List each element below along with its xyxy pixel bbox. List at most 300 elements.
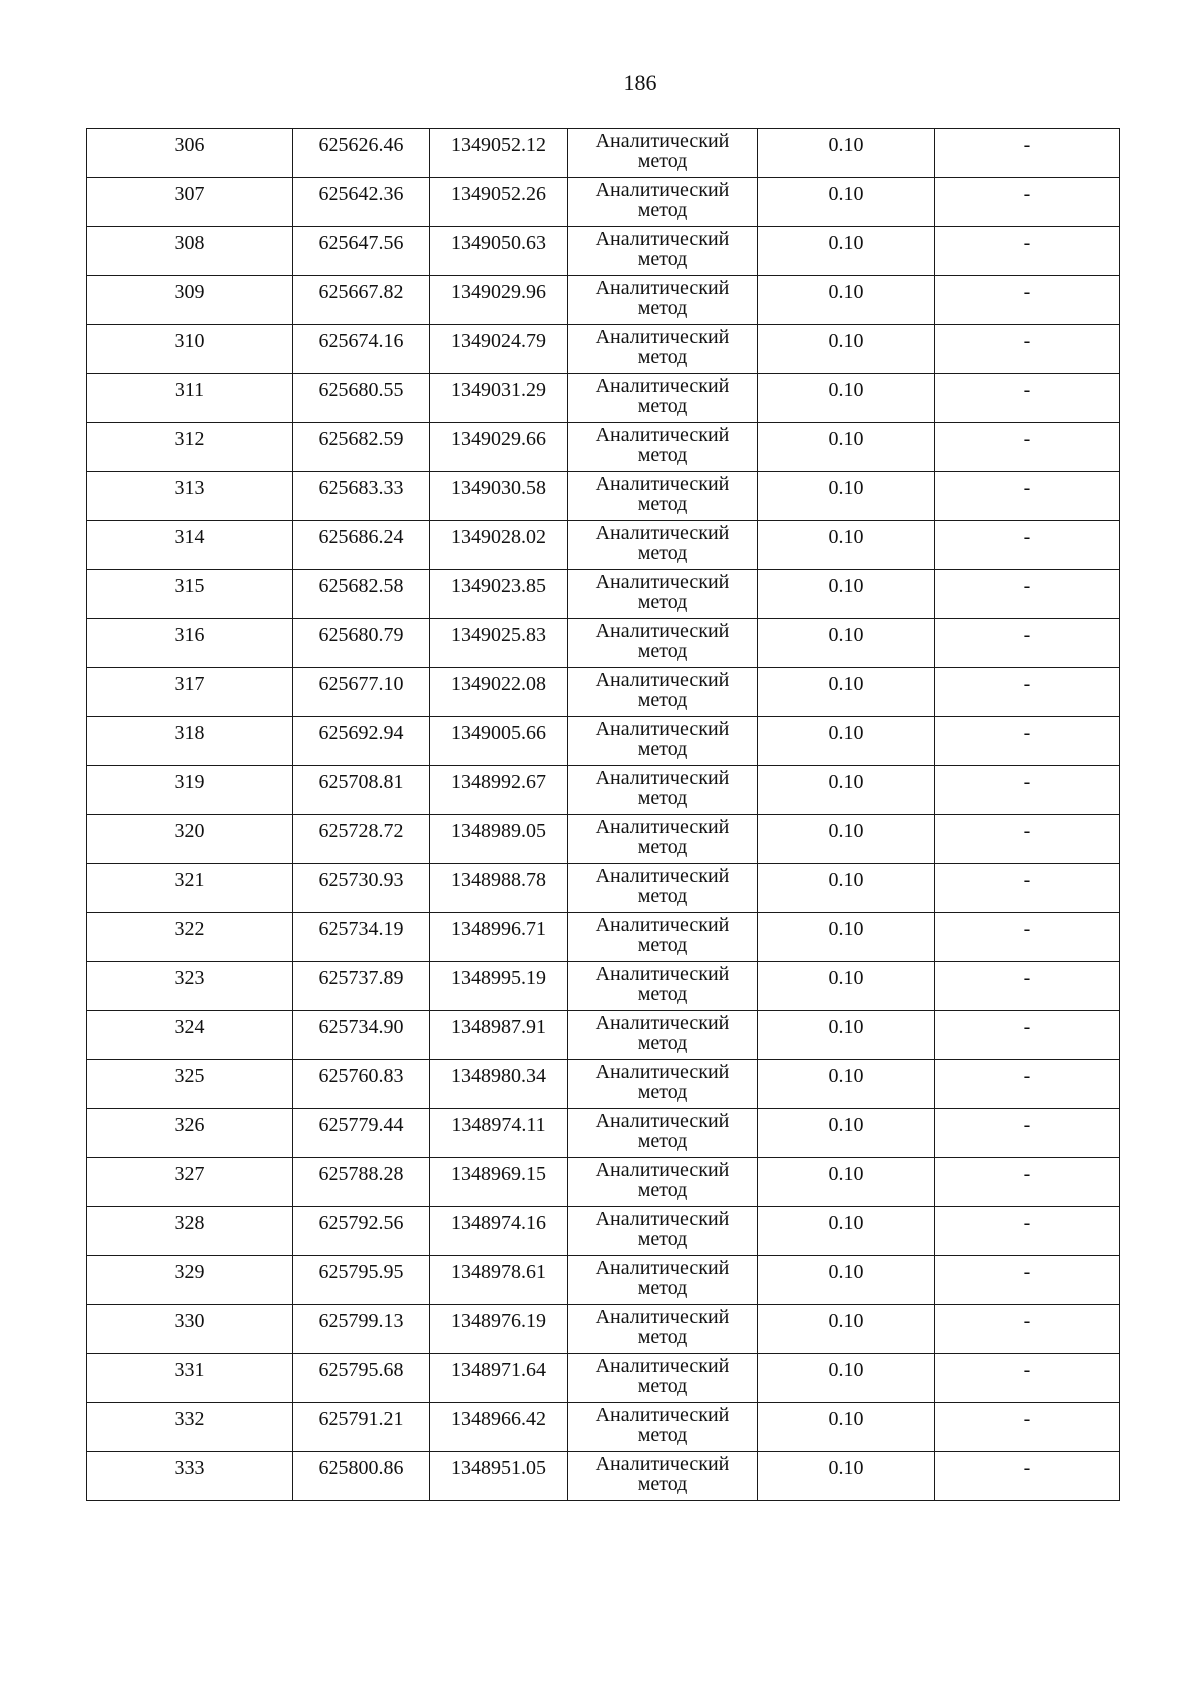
method-line-2: метод (637, 1228, 688, 1250)
accuracy-cell-text: 0.10 (828, 1016, 864, 1038)
method-cell (568, 129, 758, 178)
method-line-2: метод (637, 836, 688, 858)
y-coordinate-cell (430, 962, 568, 1011)
point-number-cell-text: 317 (174, 673, 205, 695)
note-cell-text: - (1023, 967, 1031, 989)
y-coordinate-cell-text: 1348978.61 (451, 1261, 546, 1283)
accuracy-cell (758, 619, 935, 668)
y-coordinate-cell (430, 227, 568, 276)
accuracy-cell-text: 0.10 (828, 232, 864, 254)
x-coordinate-cell (293, 717, 430, 766)
method-line-1: Аналитический (595, 914, 730, 936)
method-cell (568, 815, 758, 864)
accuracy-cell (758, 766, 935, 815)
y-coordinate-cell-text: 1348980.34 (451, 1065, 546, 1087)
accuracy-cell-text: 0.10 (828, 1261, 864, 1283)
y-coordinate-cell-text: 1348966.42 (451, 1408, 546, 1430)
point-number-cell-text: 314 (174, 526, 205, 548)
y-coordinate-cell-text: 1348971.64 (451, 1359, 546, 1381)
y-coordinate-cell (430, 815, 568, 864)
y-coordinate-cell-text: 1349024.79 (451, 330, 546, 352)
note-cell (935, 1158, 1120, 1207)
note-cell (935, 1060, 1120, 1109)
accuracy-cell-text: 0.10 (828, 281, 864, 303)
coordinates-table (86, 128, 1120, 1501)
point-number-cell-text: 315 (174, 575, 205, 597)
y-coordinate-cell (430, 374, 568, 423)
method-line-1: Аналитический (595, 1110, 730, 1132)
note-cell-text: - (1023, 1310, 1031, 1332)
note-cell (935, 815, 1120, 864)
y-coordinate-cell-text: 1348987.91 (451, 1016, 546, 1038)
point-number-cell-text: 307 (174, 183, 205, 205)
y-coordinate-cell (430, 668, 568, 717)
point-number-cell-text: 323 (174, 967, 205, 989)
method-line-2: метод (637, 1424, 688, 1446)
method-line-1: Аналитический (595, 473, 730, 495)
point-number-cell (87, 129, 293, 178)
note-cell-text: - (1023, 575, 1031, 597)
y-coordinate-cell-text: 1349052.26 (451, 183, 546, 205)
x-coordinate-cell-text: 625795.68 (318, 1359, 404, 1381)
table-row (87, 619, 1120, 668)
x-coordinate-cell (293, 276, 430, 325)
accuracy-cell-text: 0.10 (828, 1163, 864, 1185)
y-coordinate-cell-text: 1348974.16 (451, 1212, 546, 1234)
note-cell (935, 325, 1120, 374)
method-cell (568, 1354, 758, 1403)
method-cell (568, 1060, 758, 1109)
method-line-2: метод (637, 1326, 688, 1348)
table-row (87, 913, 1120, 962)
note-cell-text: - (1023, 820, 1031, 842)
x-coordinate-cell-text: 625682.59 (318, 428, 404, 450)
method-line-1: Аналитический (595, 228, 730, 250)
method-line-1: Аналитический (595, 1159, 730, 1181)
note-cell (935, 1207, 1120, 1256)
method-line-1: Аналитический (595, 767, 730, 789)
y-coordinate-cell-text: 1348969.15 (451, 1163, 546, 1185)
method-line-2: метод (637, 444, 688, 466)
x-coordinate-cell (293, 374, 430, 423)
note-cell-text: - (1023, 134, 1031, 156)
method-cell (568, 521, 758, 570)
note-cell-text: - (1023, 918, 1031, 940)
note-cell-text: - (1023, 232, 1031, 254)
x-coordinate-cell (293, 1354, 430, 1403)
method-line-1: Аналитический (595, 1306, 730, 1328)
point-number-cell (87, 472, 293, 521)
x-coordinate-cell-text: 625680.55 (318, 379, 404, 401)
accuracy-cell-text: 0.10 (828, 1408, 864, 1430)
accuracy-cell-text: 0.10 (828, 673, 864, 695)
point-number-cell (87, 864, 293, 913)
point-number-cell-text: 327 (174, 1163, 205, 1185)
y-coordinate-cell (430, 472, 568, 521)
note-cell-text: - (1023, 183, 1031, 205)
note-cell (935, 521, 1120, 570)
accuracy-cell (758, 325, 935, 374)
y-coordinate-cell (430, 178, 568, 227)
accuracy-cell-text: 0.10 (828, 918, 864, 940)
note-cell (935, 374, 1120, 423)
method-line-2: метод (637, 885, 688, 907)
point-number-cell-text: 311 (174, 379, 205, 401)
note-cell-text: - (1023, 330, 1031, 352)
method-line-2: метод (637, 689, 688, 711)
y-coordinate-cell (430, 1354, 568, 1403)
table-row (87, 962, 1120, 1011)
accuracy-cell (758, 1011, 935, 1060)
accuracy-cell-text: 0.10 (828, 820, 864, 842)
y-coordinate-cell-text: 1348989.05 (451, 820, 546, 842)
x-coordinate-cell (293, 178, 430, 227)
note-cell (935, 864, 1120, 913)
y-coordinate-cell (430, 570, 568, 619)
y-coordinate-cell (430, 717, 568, 766)
y-coordinate-cell (430, 1452, 568, 1501)
point-number-cell-text: 319 (174, 771, 205, 793)
table-row (87, 472, 1120, 521)
method-line-2: метод (637, 150, 688, 172)
y-coordinate-cell (430, 276, 568, 325)
point-number-cell (87, 1060, 293, 1109)
x-coordinate-cell-text: 625800.86 (318, 1457, 404, 1479)
note-cell (935, 1011, 1120, 1060)
x-coordinate-cell-text: 625799.13 (318, 1310, 404, 1332)
y-coordinate-cell-text: 1349050.63 (451, 232, 546, 254)
point-number-cell-text: 320 (174, 820, 205, 842)
point-number-cell-text: 318 (174, 722, 205, 744)
point-number-cell-text: 333 (174, 1457, 205, 1479)
x-coordinate-cell-text: 625647.56 (318, 232, 404, 254)
method-cell (568, 178, 758, 227)
x-coordinate-cell-text: 625683.33 (318, 477, 404, 499)
accuracy-cell-text: 0.10 (828, 1212, 864, 1234)
table-row (87, 1158, 1120, 1207)
table-row (87, 1305, 1120, 1354)
note-cell (935, 423, 1120, 472)
x-coordinate-cell (293, 570, 430, 619)
point-number-cell (87, 570, 293, 619)
note-cell-text: - (1023, 1065, 1031, 1087)
y-coordinate-cell (430, 325, 568, 374)
point-number-cell (87, 276, 293, 325)
note-cell (935, 1109, 1120, 1158)
point-number-cell (87, 1207, 293, 1256)
table-row (87, 766, 1120, 815)
y-coordinate-cell (430, 423, 568, 472)
x-coordinate-cell-text: 625642.36 (318, 183, 404, 205)
x-coordinate-cell-text: 625788.28 (318, 1163, 404, 1185)
point-number-cell (87, 1256, 293, 1305)
y-coordinate-cell-text: 1349025.83 (451, 624, 546, 646)
method-line-2: метод (637, 248, 688, 270)
point-number-cell (87, 1109, 293, 1158)
note-cell-text: - (1023, 477, 1031, 499)
coordinates-table-body (87, 129, 1120, 1501)
note-cell-text: - (1023, 771, 1031, 793)
y-coordinate-cell (430, 1256, 568, 1305)
accuracy-cell-text: 0.10 (828, 869, 864, 891)
y-coordinate-cell-text: 1349030.58 (451, 477, 546, 499)
accuracy-cell (758, 227, 935, 276)
point-number-cell (87, 1011, 293, 1060)
accuracy-cell-text: 0.10 (828, 183, 864, 205)
method-line-2: метод (637, 787, 688, 809)
accuracy-cell-text: 0.10 (828, 1457, 864, 1479)
note-cell (935, 962, 1120, 1011)
method-line-2: метод (637, 934, 688, 956)
y-coordinate-cell (430, 864, 568, 913)
y-coordinate-cell-text: 1349023.85 (451, 575, 546, 597)
point-number-cell (87, 1403, 293, 1452)
note-cell-text: - (1023, 673, 1031, 695)
table-row (87, 1403, 1120, 1452)
point-number-cell-text: 308 (174, 232, 205, 254)
x-coordinate-cell-text: 625686.24 (318, 526, 404, 548)
point-number-cell-text: 329 (174, 1261, 205, 1283)
method-line-1: Аналитический (595, 1404, 730, 1426)
method-cell (568, 1256, 758, 1305)
note-cell-text: - (1023, 1016, 1031, 1038)
method-cell (568, 570, 758, 619)
note-cell-text: - (1023, 526, 1031, 548)
y-coordinate-cell-text: 1348976.19 (451, 1310, 546, 1332)
x-coordinate-cell (293, 913, 430, 962)
point-number-cell-text: 321 (174, 869, 205, 891)
y-coordinate-cell-text: 1348995.19 (451, 967, 546, 989)
x-coordinate-cell (293, 1158, 430, 1207)
method-line-2: метод (637, 640, 688, 662)
note-cell-text: - (1023, 379, 1031, 401)
accuracy-cell (758, 472, 935, 521)
method-cell (568, 619, 758, 668)
method-line-1: Аналитический (595, 1257, 730, 1279)
y-coordinate-cell-text: 1348951.05 (451, 1457, 546, 1479)
x-coordinate-cell (293, 962, 430, 1011)
accuracy-cell (758, 1256, 935, 1305)
x-coordinate-cell-text: 625626.46 (318, 134, 404, 156)
table-row (87, 374, 1120, 423)
y-coordinate-cell-text: 1349052.12 (451, 134, 546, 156)
y-coordinate-cell (430, 1207, 568, 1256)
point-number-cell (87, 815, 293, 864)
point-number-cell-text: 325 (174, 1065, 205, 1087)
x-coordinate-cell (293, 1060, 430, 1109)
table-row (87, 1060, 1120, 1109)
method-cell (568, 717, 758, 766)
point-number-cell (87, 178, 293, 227)
note-cell (935, 1305, 1120, 1354)
note-cell-text: - (1023, 1212, 1031, 1234)
table-row (87, 423, 1120, 472)
accuracy-cell-text: 0.10 (828, 1359, 864, 1381)
table-row (87, 227, 1120, 276)
method-line-1: Аналитический (595, 179, 730, 201)
x-coordinate-cell (293, 1452, 430, 1501)
table-row (87, 178, 1120, 227)
accuracy-cell (758, 1207, 935, 1256)
accuracy-cell (758, 1354, 935, 1403)
accuracy-cell-text: 0.10 (828, 1310, 864, 1332)
table-row (87, 1109, 1120, 1158)
x-coordinate-cell-text: 625677.10 (318, 673, 404, 695)
y-coordinate-cell (430, 1011, 568, 1060)
method-line-2: метод (637, 1032, 688, 1054)
x-coordinate-cell-text: 625728.72 (318, 820, 404, 842)
method-line-2: метод (637, 591, 688, 613)
y-coordinate-cell (430, 913, 568, 962)
accuracy-cell (758, 1060, 935, 1109)
method-line-2: метод (637, 1277, 688, 1299)
method-line-2: метод (637, 542, 688, 564)
method-cell (568, 374, 758, 423)
table-row (87, 864, 1120, 913)
y-coordinate-cell (430, 619, 568, 668)
accuracy-cell-text: 0.10 (828, 1114, 864, 1136)
accuracy-cell-text: 0.10 (828, 428, 864, 450)
method-cell (568, 1109, 758, 1158)
point-number-cell (87, 1158, 293, 1207)
method-line-1: Аналитический (595, 1012, 730, 1034)
method-cell (568, 864, 758, 913)
table-row (87, 668, 1120, 717)
point-number-cell-text: 328 (174, 1212, 205, 1234)
method-line-1: Аналитический (595, 277, 730, 299)
point-number-cell (87, 325, 293, 374)
y-coordinate-cell-text: 1348992.67 (451, 771, 546, 793)
point-number-cell-text: 332 (174, 1408, 205, 1430)
method-cell (568, 962, 758, 1011)
method-cell (568, 1207, 758, 1256)
method-line-1: Аналитический (595, 326, 730, 348)
accuracy-cell-text: 0.10 (828, 771, 864, 793)
method-line-2: метод (637, 297, 688, 319)
x-coordinate-cell (293, 1403, 430, 1452)
x-coordinate-cell-text: 625667.82 (318, 281, 404, 303)
x-coordinate-cell (293, 129, 430, 178)
y-coordinate-cell-text: 1349028.02 (451, 526, 546, 548)
point-number-cell (87, 1452, 293, 1501)
note-cell (935, 276, 1120, 325)
point-number-cell-text: 310 (174, 330, 205, 352)
y-coordinate-cell (430, 1305, 568, 1354)
note-cell-text: - (1023, 869, 1031, 891)
accuracy-cell-text: 0.10 (828, 624, 864, 646)
method-cell (568, 1403, 758, 1452)
method-line-1: Аналитический (595, 718, 730, 740)
method-line-2: метод (637, 346, 688, 368)
accuracy-cell-text: 0.10 (828, 967, 864, 989)
point-number-cell (87, 717, 293, 766)
table-row (87, 815, 1120, 864)
point-number-cell (87, 227, 293, 276)
note-cell (935, 1452, 1120, 1501)
x-coordinate-cell (293, 766, 430, 815)
x-coordinate-cell (293, 521, 430, 570)
method-line-2: метод (637, 1179, 688, 1201)
y-coordinate-cell-text: 1348996.71 (451, 918, 546, 940)
point-number-cell (87, 1354, 293, 1403)
x-coordinate-cell-text: 625779.44 (318, 1114, 404, 1136)
x-coordinate-cell-text: 625730.93 (318, 869, 404, 891)
accuracy-cell (758, 374, 935, 423)
y-coordinate-cell-text: 1349031.29 (451, 379, 546, 401)
x-coordinate-cell-text: 625692.94 (318, 722, 404, 744)
method-line-2: метод (637, 199, 688, 221)
accuracy-cell-text: 0.10 (828, 379, 864, 401)
method-cell (568, 1158, 758, 1207)
x-coordinate-cell (293, 668, 430, 717)
method-cell (568, 668, 758, 717)
method-line-1: Аналитический (595, 130, 730, 152)
accuracy-cell-text: 0.10 (828, 1065, 864, 1087)
method-cell (568, 1305, 758, 1354)
y-coordinate-cell (430, 1060, 568, 1109)
point-number-cell (87, 766, 293, 815)
y-coordinate-cell-text: 1348974.11 (451, 1114, 546, 1136)
table-row (87, 521, 1120, 570)
accuracy-cell-text: 0.10 (828, 330, 864, 352)
table-row (87, 1011, 1120, 1060)
accuracy-cell (758, 1452, 935, 1501)
accuracy-cell (758, 668, 935, 717)
note-cell-text: - (1023, 1408, 1031, 1430)
x-coordinate-cell-text: 625792.56 (318, 1212, 404, 1234)
method-line-1: Аналитический (595, 571, 730, 593)
table-row (87, 717, 1120, 766)
x-coordinate-cell (293, 1305, 430, 1354)
note-cell (935, 1403, 1120, 1452)
page-number: 186 (623, 70, 657, 95)
x-coordinate-cell (293, 1011, 430, 1060)
accuracy-cell (758, 521, 935, 570)
table-row (87, 1354, 1120, 1403)
point-number-cell (87, 1305, 293, 1354)
point-number-cell-text: 331 (174, 1359, 205, 1381)
note-cell (935, 1354, 1120, 1403)
note-cell-text: - (1023, 1163, 1031, 1185)
point-number-cell-text: 309 (174, 281, 205, 303)
x-coordinate-cell-text: 625682.58 (318, 575, 404, 597)
x-coordinate-cell (293, 1207, 430, 1256)
method-line-2: метод (637, 1081, 688, 1103)
accuracy-cell (758, 717, 935, 766)
x-coordinate-cell (293, 472, 430, 521)
note-cell-text: - (1023, 1359, 1031, 1381)
x-coordinate-cell-text: 625674.16 (318, 330, 404, 352)
y-coordinate-cell (430, 1109, 568, 1158)
y-coordinate-cell (430, 129, 568, 178)
x-coordinate-cell (293, 423, 430, 472)
method-line-2: метод (637, 983, 688, 1005)
note-cell (935, 178, 1120, 227)
method-cell (568, 227, 758, 276)
method-cell (568, 766, 758, 815)
accuracy-cell (758, 1403, 935, 1452)
method-line-2: метод (637, 1375, 688, 1397)
method-line-1: Аналитический (595, 816, 730, 838)
y-coordinate-cell-text: 1349029.66 (451, 428, 546, 450)
x-coordinate-cell (293, 1256, 430, 1305)
point-number-cell-text: 313 (174, 477, 205, 499)
method-line-2: метод (637, 1473, 688, 1495)
accuracy-cell (758, 962, 935, 1011)
method-line-1: Аналитический (595, 865, 730, 887)
x-coordinate-cell (293, 864, 430, 913)
x-coordinate-cell (293, 619, 430, 668)
